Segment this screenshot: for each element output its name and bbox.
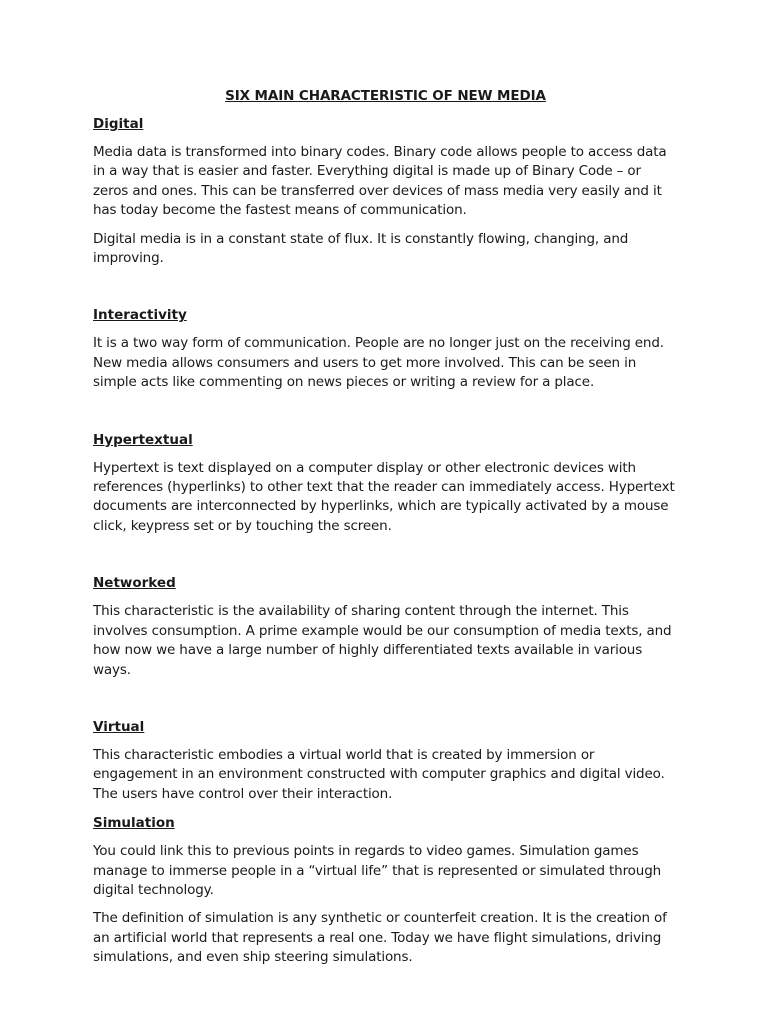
section-heading-interactivity: Interactivity xyxy=(93,307,187,324)
document-page xyxy=(93,86,678,977)
section-paragraph-digital-1: Media data is transformed into binary codes. Binary code allows people to access data in a way that is easier and faster. Everything digital is made up of Binary Code – or zeros and ones. This can be transferred over devices of mass media very easily and it has today become the fastest means of communication. xyxy=(93,144,667,219)
section-paragraph-simulation-1: You could link this to previous points in regards to video games. Simulation games manage to immerse people in a “virtual life” that is represented or simulated through digital technology. xyxy=(93,843,662,898)
section-paragraph-simulation-2: The definition of simulation is any synthetic or counterfeit creation. It is the creation of an artificial world that represents a real one. Today we have flight simulations, driving simulations, and even ship steering simulations. xyxy=(93,910,667,966)
section-paragraph-hypertextual-1: Hypertext is text displayed on a computer display or other electronic devices with references (hyperlinks) to other text that the reader can immediately access. Hypertext documents are interconnected by hyperlinks, which are typically activated by a mouse click, keypress set or by touching the screen. xyxy=(93,459,675,534)
section-spacer xyxy=(93,545,678,573)
section-heading-hypertextual: Hypertextual xyxy=(93,431,193,448)
section-paragraph-virtual-1: This characteristic embodies a virtual world that is created by immersion or engagement in an environment constructed with computer graphics and digital video. The users have control over their interaction. xyxy=(93,746,665,802)
section-heading-digital: Digital xyxy=(93,116,144,132)
section-heading-simulation: Simulation xyxy=(93,815,175,832)
section-spacer xyxy=(93,277,678,305)
document-title: SIX MAIN CHARACTERISTIC OF NEW MEDIA xyxy=(225,88,546,104)
section-spacer xyxy=(93,689,678,717)
section-paragraph-networked-1: This characteristic is the availability of sharing content through the internet. This involves consumption. A prime example would be our consumption of media texts, and how now we have a large number of highly differentiated texts available in various ways. xyxy=(93,603,672,678)
section-paragraph-digital-2: Digital media is in a constant state of flux. It is constantly flowing, changing, and improving. xyxy=(93,230,629,267)
section-heading-networked: Networked xyxy=(93,575,176,592)
section-paragraph-interactivity-1: It is a two way form of communication. People are no longer just on the receiving end. New media allows consumers and users to get more involved. This can be seen in simple acts like commenting on news pieces or writing a review for a place. xyxy=(93,335,664,391)
section-heading-virtual: Virtual xyxy=(93,718,145,735)
section-spacer xyxy=(93,402,678,430)
